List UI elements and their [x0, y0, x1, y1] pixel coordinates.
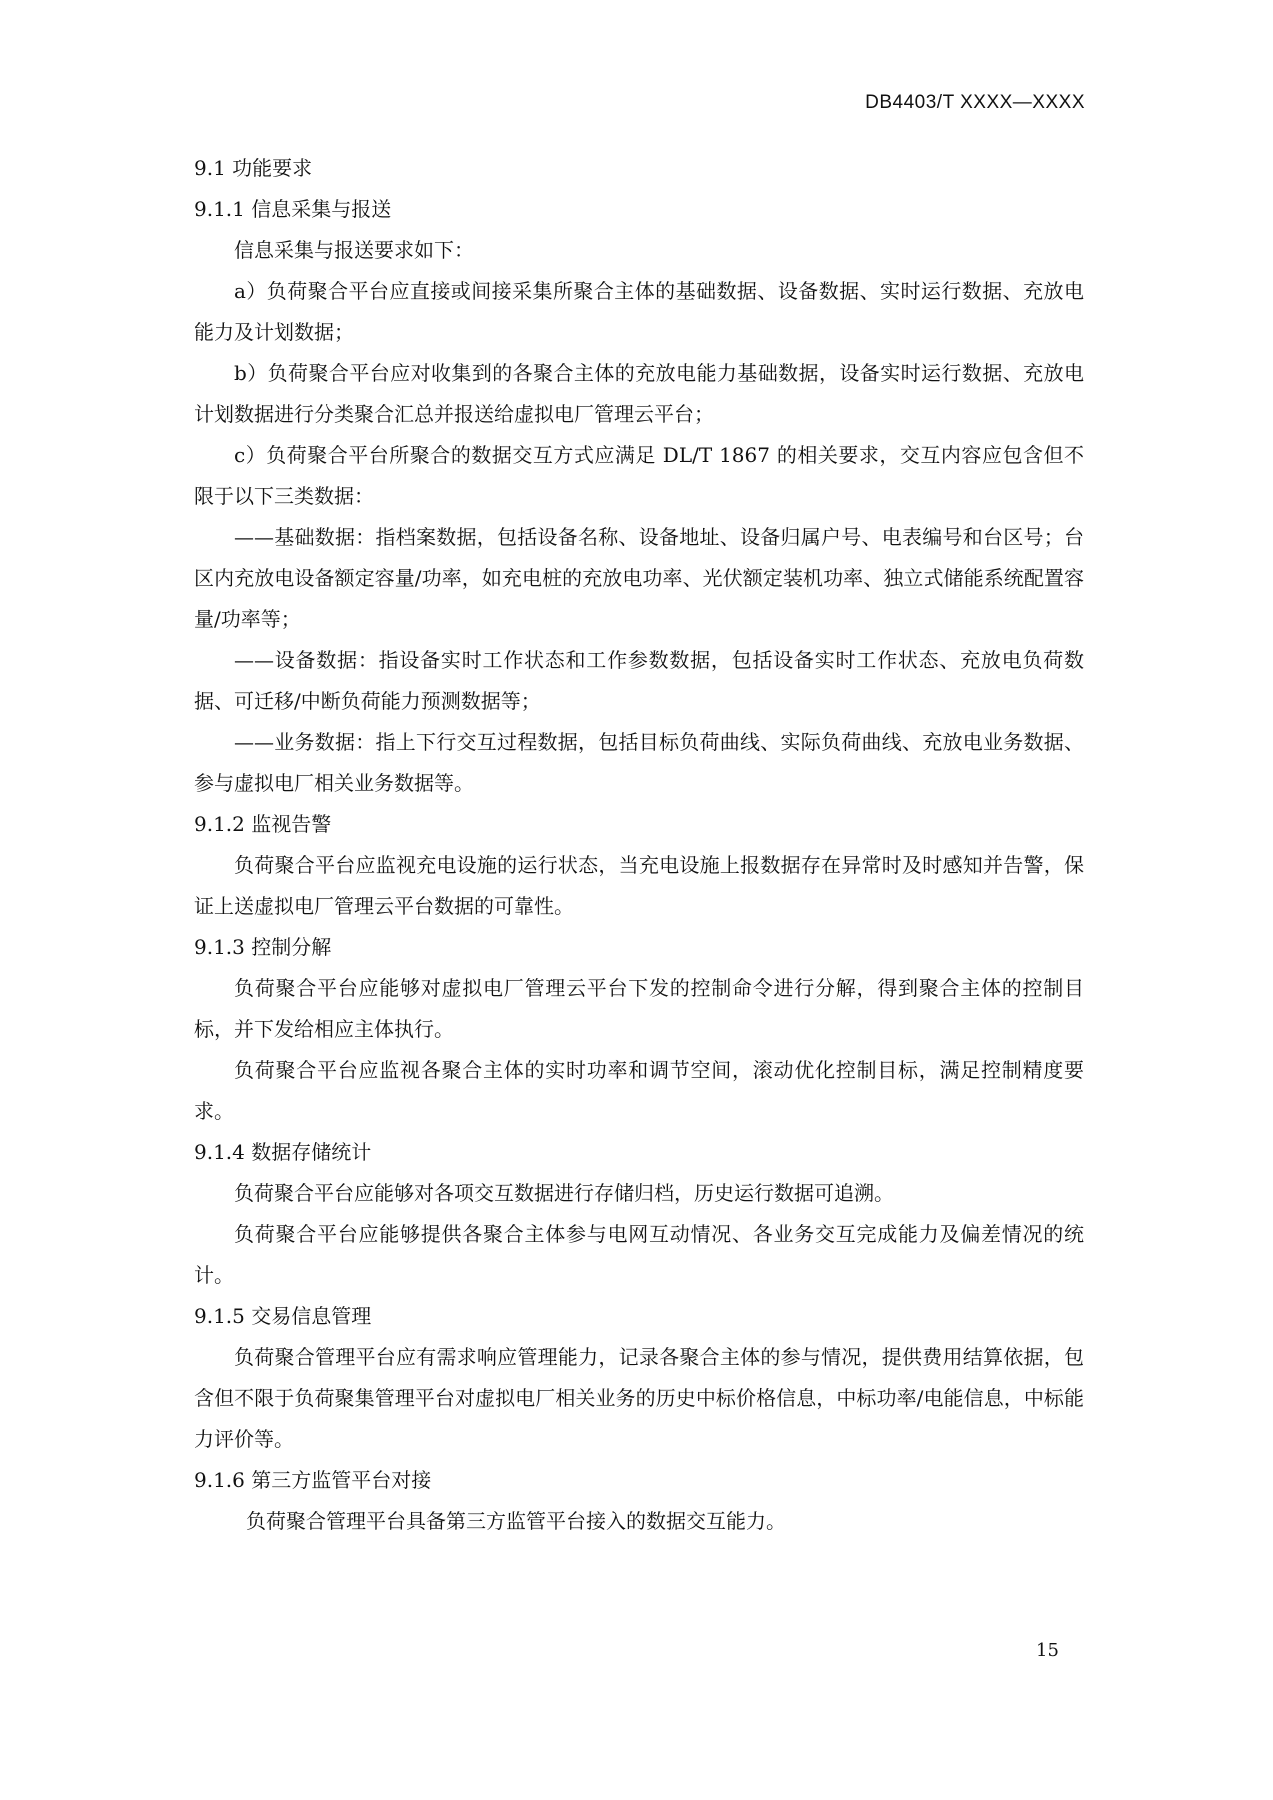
- section-9-1-3-paragraph-1: 负荷聚合平台应能够对虚拟电厂管理云平台下发的控制命令进行分解，得到聚合主体的控制目标，并下发给相应主体执行。: [194, 976, 1084, 1041]
- section-9-1-4-paragraph-1: 负荷聚合平台应能够对各项交互数据进行存储归档，历史运行数据可追溯。: [234, 1181, 894, 1205]
- document-code: DB4403/T XXXX—XXXX: [865, 92, 1085, 113]
- dash-item-device-data: ——设备数据：指设备实时工作状态和工作参数数据，包括设备实时工作状态、充放电负荷数据、可迁移/中断负荷能力预测数据等；: [194, 648, 1084, 713]
- section-9-1-2-paragraph: 负荷聚合平台应监视充电设施的运行状态，当充电设施上报数据存在异常时及时感知并告警，保证上送虚拟电厂管理云平台数据的可靠性。: [194, 853, 1084, 918]
- section-9-1-1-intro: 信息采集与报送要求如下：: [234, 238, 474, 262]
- section-9-1-5-paragraph: 负荷聚合管理平台应有需求响应管理能力，记录各聚合主体的参与情况，提供费用结算依据，包含但不限于负荷聚集管理平台对虚拟电厂相关业务的历史中标价格信息，中标功率/电能信息，中标能力评价等。: [194, 1345, 1084, 1451]
- section-9-1-2-title: 9.1.2 监视告警: [194, 812, 332, 836]
- document-body: [194, 148, 1084, 1542]
- page-number: 15: [1036, 1640, 1059, 1661]
- section-9-1-1-title: 9.1.1 信息采集与报送: [194, 197, 392, 221]
- section-9-1-4-paragraph-2: 负荷聚合平台应能够提供各聚合主体参与电网互动情况、各业务交互完成能力及偏差情况的统计。: [194, 1222, 1084, 1287]
- section-9-1-6-title: 9.1.6 第三方监管平台对接: [194, 1468, 432, 1492]
- section-9-1-title: 9.1 功能要求: [194, 156, 313, 180]
- section-9-1-3-title: 9.1.3 控制分解: [194, 935, 332, 959]
- list-item-b: b）负荷聚合平台应对收集到的各聚合主体的充放电能力基础数据，设备实时运行数据、充放电计划数据进行分类聚合汇总并报送给虚拟电厂管理云平台；: [194, 361, 1084, 426]
- section-9-1-5-title: 9.1.5 交易信息管理: [194, 1304, 372, 1328]
- list-item-c: c）负荷聚合平台所聚合的数据交互方式应满足 DL/T 1867 的相关要求，交互内容应包含但不限于以下三类数据：: [194, 443, 1084, 508]
- dash-item-basic-data: ——基础数据：指档案数据，包括设备名称、设备地址、设备归属户号、电表编号和台区号；台区内充放电设备额定容量/功率，如充电桩的充放电功率、光伏额定装机功率、独立式储能系统配置容量/功率等；: [194, 525, 1084, 631]
- list-item-a: a）负荷聚合平台应直接或间接采集所聚合主体的基础数据、设备数据、实时运行数据、充放电能力及计划数据；: [194, 279, 1084, 344]
- section-9-1-3-paragraph-2: 负荷聚合平台应监视各聚合主体的实时功率和调节空间，滚动优化控制目标，满足控制精度要求。: [194, 1058, 1084, 1123]
- dash-item-business-data: ——业务数据：指上下行交互过程数据，包括目标负荷曲线、实际负荷曲线、充放电业务数据、参与虚拟电厂相关业务数据等。: [194, 730, 1084, 795]
- section-9-1-4-title: 9.1.4 数据存储统计: [194, 1140, 372, 1164]
- section-9-1-6-paragraph: 负荷聚合管理平台具备第三方监管平台接入的数据交互能力。: [246, 1509, 786, 1533]
